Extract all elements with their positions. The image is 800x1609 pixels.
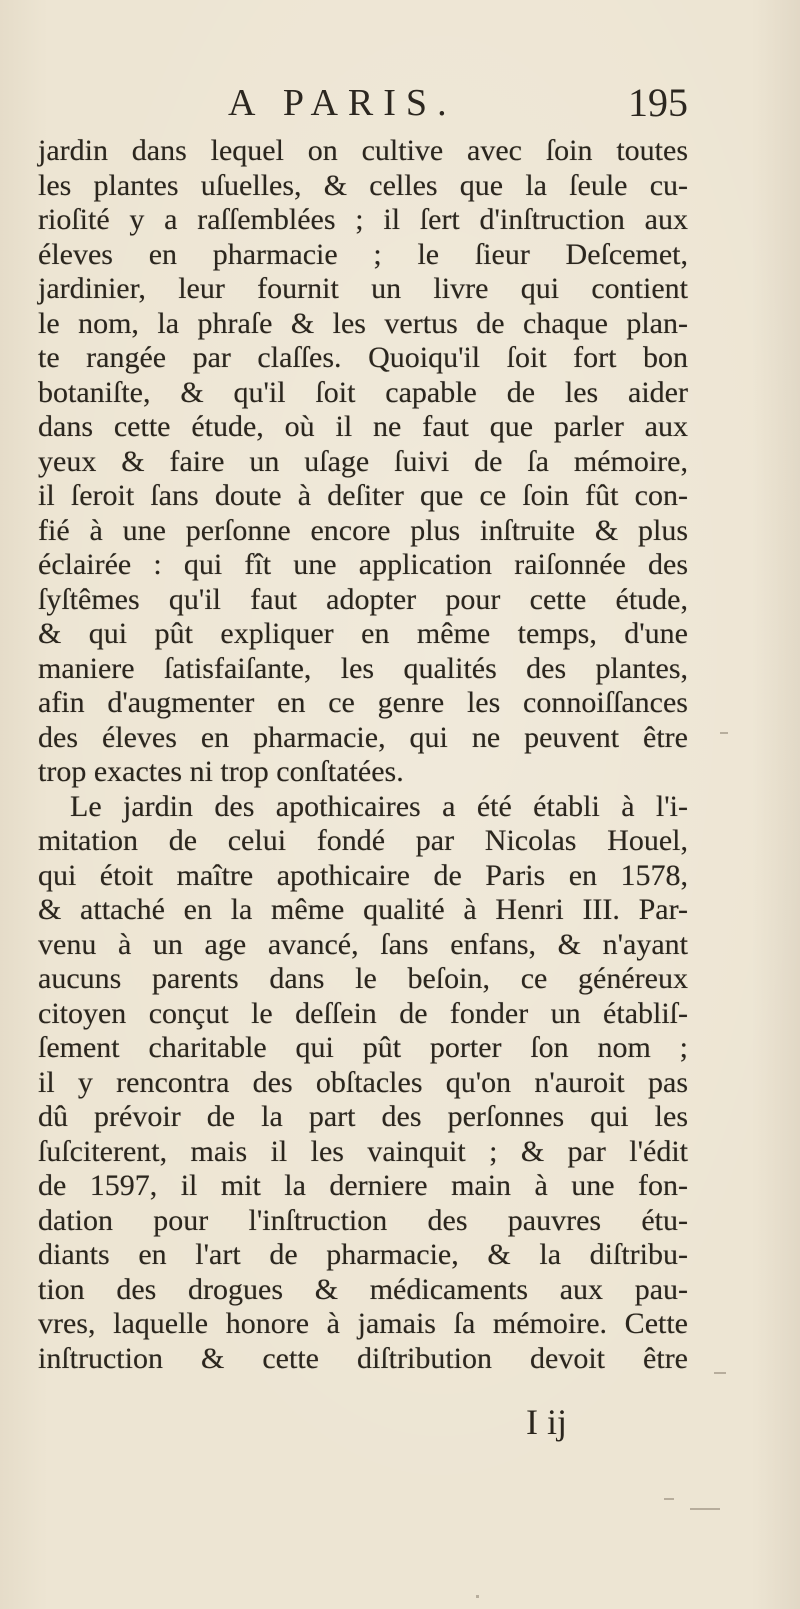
text-line: dation pour l'inſtruction des pauvres étu- [38, 1203, 688, 1237]
text-line: le nom, la phraſe & les vertus de chaque plan- [38, 306, 688, 340]
text-line: il y rencontra des obſtacles qu'on n'auroit pas [38, 1065, 688, 1099]
text-line: il ſeroit ſans doute à deſiter que ce ſoin fût con- [38, 479, 688, 512]
text-line: de 1597, il mit la derniere main à une fon- [38, 1169, 688, 1202]
text-line: rioſité y a raſſemblées ; il ſert d'inſtruction aux [38, 203, 688, 236]
text-line: yeux & faire un uſage ſuivi de ſa mémoire, [38, 444, 688, 478]
text-line: citoyen conçut le deſſein de fonder un établiſ- [38, 996, 688, 1030]
text-line: botaniſte, & qu'il ſoit capable de les aider [38, 375, 688, 409]
text-line: maniere ſatisfaiſante, les qualités des plantes, [38, 651, 688, 685]
signature-mark: I ij [526, 1402, 567, 1442]
text-line: jardinier, leur fournit un livre qui contient [38, 272, 688, 305]
text-line: jardin dans lequel on cultive avec ſoin toutes [38, 134, 688, 167]
text-line: qui étoit maître apothicaire de Paris en 1578, [38, 858, 688, 892]
text-line: éleves en pharmacie ; le ſieur Deſcemet, [38, 237, 688, 271]
text-line: vres, laquelle honore à jamais ſa mémoire. Cette [38, 1307, 688, 1340]
text-line: des éleves en pharmacie, qui ne peuvent être [38, 720, 688, 754]
text-line: diants en l'art de pharmacie, & la diſtribu- [38, 1238, 688, 1271]
running-title: A PARIS. [228, 82, 457, 124]
text-line: fié à une perſonne encore plus inſtruite & plus [38, 513, 688, 547]
text-line: éclairée : qui fît une application raiſonnée des [38, 548, 688, 581]
margin-dot [476, 1595, 479, 1598]
text-line: ſement charitable qui pût porter ſon nom ; [38, 1031, 688, 1064]
text-line: les plantes uſuelles, & celles que la ſeule cu- [38, 168, 688, 202]
text-line: aucuns parents dans le beſoin, ce généreux [38, 962, 688, 995]
text-line: te rangée par claſſes. Quoiqu'il ſoit fort bon [38, 341, 688, 374]
text-line: ſyſtêmes qu'il faut adopter pour cette étude, [38, 582, 688, 616]
text-line: dans cette étude, où il ne faut que parler aux [38, 410, 688, 443]
text-line: & qui pût expliquer en même temps, d'une [38, 617, 688, 650]
text-line: mitation de celui fondé par Nicolas Houel, [38, 824, 688, 857]
body-text [38, 134, 688, 1376]
text-line: ſuſciterent, mais il les vainquit ; & par l'édit [38, 1134, 688, 1168]
text-line: inſtruction & cette diſtribution devoit être [38, 1341, 688, 1375]
text-line: Le jardin des apothicaires a été établi à l'i- [70, 789, 688, 823]
text-line: venu à un age avancé, ſans enfans, & n'ayant [38, 927, 688, 961]
text-line: & attaché en la même qualité à Henri III. Par- [38, 893, 688, 926]
running-head [0, 78, 800, 128]
text-line: afin d'augmenter en ce genre les connoiſſances [38, 686, 688, 719]
margin-dash [720, 732, 728, 734]
margin-dash [714, 1372, 726, 1374]
text-line: tion des drogues & médicaments aux pau- [38, 1272, 688, 1306]
margin-dash [690, 1508, 720, 1510]
margin-dash [664, 1498, 674, 1500]
page-number: 195 [628, 80, 688, 125]
text-line: dû prévoir de la part des perſonnes qui les [38, 1100, 688, 1133]
text-line: trop exactes ni trop conſtatées. [38, 755, 404, 788]
